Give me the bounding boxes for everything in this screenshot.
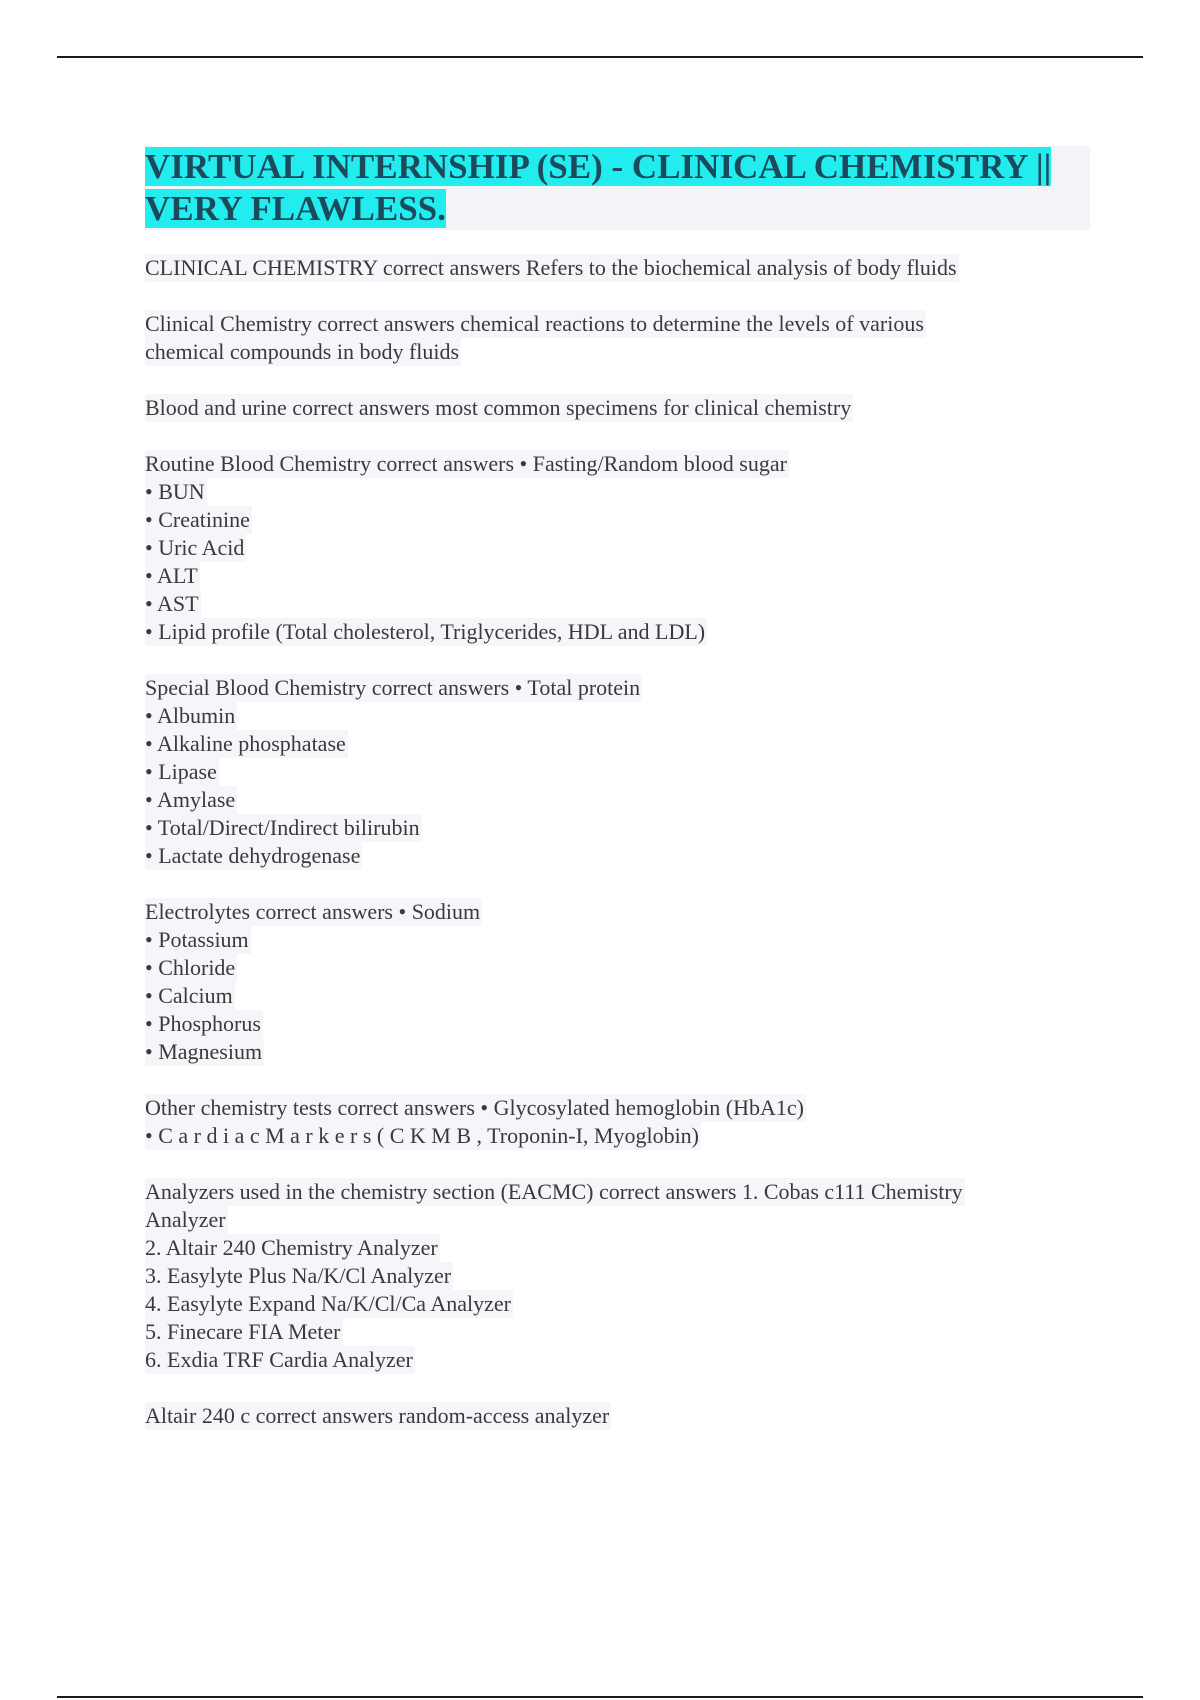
paragraph-line: 5. Finecare FIA Meter — [145, 1319, 341, 1344]
paragraph-line: • Chloride — [145, 955, 236, 980]
paragraph-line: CLINICAL CHEMISTRY correct answers Refers to the biochemical analysis of body fluids — [145, 255, 957, 280]
qa-paragraph — [145, 394, 1090, 422]
paragraph-line: chemical compounds in body fluids — [145, 339, 460, 364]
paragraph-line: • Uric Acid — [145, 535, 245, 560]
paragraph-line: • Calcium — [145, 983, 233, 1008]
paragraph-line: Special Blood Chemistry correct answers • Total protein — [145, 675, 641, 700]
paragraph-line: Analyzers used in the chemistry section (EACMC) correct answers 1. Cobas c111 Chemistry — [145, 1179, 963, 1204]
paragraph-line: Other chemistry tests correct answers • Glycosylated hemoglobin (HbA1c) — [145, 1095, 804, 1120]
paragraph-line: • Albumin — [145, 703, 236, 728]
paragraph-line: Routine Blood Chemistry correct answers • Fasting/Random blood sugar — [145, 451, 787, 476]
paragraph-line: • Alkaline phosphatase — [145, 731, 346, 756]
paragraph-line: Analyzer — [145, 1207, 226, 1232]
paragraph-line: 2. Altair 240 Chemistry Analyzer — [145, 1235, 438, 1260]
paragraph-line: • C a r d i a c M a r k e r s ( C K M B , Troponin-I, Myoglobin) — [145, 1123, 700, 1148]
paragraph-line: • Potassium — [145, 927, 249, 952]
document-body — [145, 146, 1090, 1430]
qa-paragraph — [145, 450, 1090, 646]
bottom-rule — [57, 1696, 1143, 1698]
qa-paragraph — [145, 1402, 1090, 1430]
paragraph-line: Blood and urine correct answers most common specimens for clinical chemistry — [145, 395, 852, 420]
qa-paragraph — [145, 898, 1090, 1066]
top-rule — [57, 56, 1143, 58]
paragraph-line: • Phosphorus — [145, 1011, 261, 1036]
title-line: VIRTUAL INTERNSHIP (SE) - CLINICAL CHEMISTRY || — [145, 147, 1052, 186]
paragraph-line: 4. Easylyte Expand Na/K/Cl/Ca Analyzer — [145, 1291, 511, 1316]
paragraph-line: • ALT — [145, 563, 198, 588]
document-title — [145, 146, 1090, 230]
qa-paragraph — [145, 254, 1090, 282]
qa-paragraph — [145, 310, 1090, 366]
paragraph-line: • Lipid profile (Total cholesterol, Triglycerides, HDL and LDL) — [145, 619, 706, 644]
paragraph-line: • Lipase — [145, 759, 217, 784]
qa-paragraph — [145, 1094, 1090, 1150]
qa-paragraph — [145, 674, 1090, 870]
paragraph-line: • Creatinine — [145, 507, 250, 532]
paragraph-line: Electrolytes correct answers • Sodium — [145, 899, 481, 924]
paragraph-line: • AST — [145, 591, 199, 616]
paragraph-list — [145, 254, 1090, 1430]
paragraph-line: • Amylase — [145, 787, 236, 812]
paragraph-line: • Lactate dehydrogenase — [145, 843, 361, 868]
title-line: VERY FLAWLESS. — [145, 189, 446, 228]
paragraph-line: 3. Easylyte Plus Na/K/Cl Analyzer — [145, 1263, 452, 1288]
paragraph-line: • Total/Direct/Indirect bilirubin — [145, 815, 420, 840]
paragraph-line: • BUN — [145, 479, 205, 504]
qa-paragraph — [145, 1178, 1090, 1374]
paragraph-line: Altair 240 c correct answers random-access analyzer — [145, 1403, 610, 1428]
paragraph-line: • Magnesium — [145, 1039, 263, 1064]
paragraph-line: Clinical Chemistry correct answers chemical reactions to determine the levels of various — [145, 311, 924, 336]
paragraph-line: 6. Exdia TRF Cardia Analyzer — [145, 1347, 413, 1372]
